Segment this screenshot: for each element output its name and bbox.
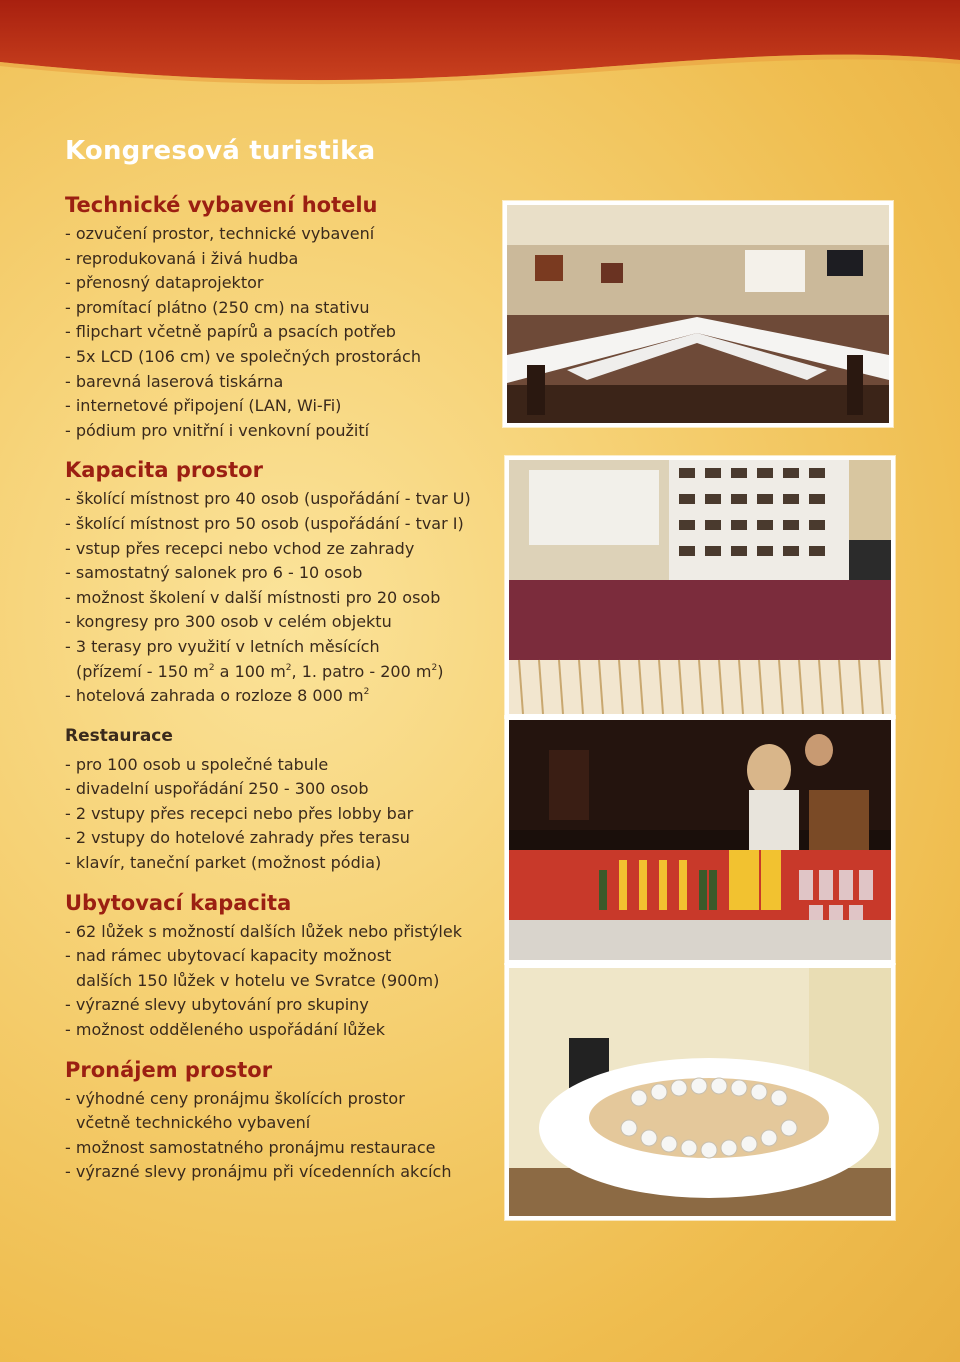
- list-item-continuation: dalších 150 lůžek v hotelu ve Svratce (900m): [76, 970, 440, 990]
- rental-heading: Pronájem prostor: [65, 1057, 273, 1082]
- list-item: - 62 lůžek s možností dalších lůžek nebo přistýlek: [65, 921, 462, 941]
- list-item: - barevná laserová tiskárna: [65, 371, 284, 391]
- top-decorative-band: [0, 0, 960, 86]
- list-item: - kongresy pro 300 osob v celém objektu: [65, 612, 392, 632]
- list-item: - internetové připojení (LAN, Wi-Fi): [65, 396, 342, 416]
- list-item: - 3 terasy pro využití v letních měsících: [65, 636, 380, 656]
- capacity-section: [65, 457, 505, 708]
- garden-size: - hotelová zahrada o rozloze 8 000 $m^2$: [65, 686, 370, 706]
- list-item: - možnost školení v další místnosti pro 20 osob: [65, 587, 441, 607]
- rental-section: [65, 1057, 505, 1185]
- list-item: - přenosný dataprojektor: [65, 273, 264, 293]
- coffee-break-photo: [505, 964, 895, 1220]
- list-item: - školící místnost pro 50 osob (uspořádání - tvar I): [65, 513, 464, 533]
- list-item: - pro 100 osob u společné tabule: [65, 754, 329, 774]
- restaurant-section: [65, 723, 505, 876]
- list-item: - výhodné ceny pronájmu školících prostor: [65, 1088, 405, 1108]
- technical-equipment-section: [65, 192, 505, 443]
- page-title: Kongresová turistika: [65, 136, 376, 166]
- list-item: - flipchart včetně papírů a psacích potřeb: [65, 322, 396, 342]
- list-item: - výrazné slevy ubytování pro skupiny: [65, 995, 369, 1015]
- list-item: - vstup přes recepci nebo vchod ze zahrady: [65, 538, 415, 558]
- list-item: - ozvučení prostor, technické vybavení: [65, 224, 375, 243]
- terrace-sizes: (přízemí - 150 $m^2$ a 100 $m^2$, 1. patro - 200 $m^2$): [76, 661, 444, 681]
- list-item: - klavír, taneční parket (možnost pódia): [65, 853, 382, 873]
- technical-equipment-heading: Technické vybavení hotelu: [65, 193, 378, 217]
- list-item: - promítací plátno (250 cm) na stativu: [65, 297, 370, 317]
- list-item: - možnost odděleného uspořádání lůžek: [65, 1020, 386, 1040]
- restaurant-heading: Restaurace: [65, 725, 173, 746]
- list-item: - možnost samostatného pronájmu restaurace: [65, 1137, 436, 1157]
- capacity-heading: Kapacita prostor: [65, 458, 263, 483]
- list-item: - nad rámec ubytovací kapacity možnost: [65, 946, 392, 966]
- main-content: [65, 136, 505, 1199]
- list-item: - 2 vstupy přes recepci nebo přes lobby bar: [65, 803, 414, 823]
- list-item-continuation: včetně technického vybavení: [76, 1113, 311, 1133]
- list-item: - samostatný salonek pro 6 - 10 osob: [65, 563, 363, 583]
- accommodation-heading: Ubytovací kapacita: [65, 890, 292, 915]
- conference-room-photo: [503, 201, 893, 427]
- list-item: - reprodukovaná i živá hudba: [65, 248, 299, 268]
- accommodation-section: [65, 890, 505, 1043]
- list-item: - pódium pro vnitřní i venkovní použití: [65, 420, 370, 440]
- list-item: - 5x LCD (106 cm) ve společných prostorách: [65, 346, 421, 366]
- list-item: - školící místnost pro 40 osob (uspořádání - tvar U): [65, 489, 471, 509]
- list-item: - výrazné slevy pronájmu při vícedenních akcích: [65, 1162, 452, 1182]
- training-room-photo: [505, 456, 895, 718]
- reception-photo: [505, 716, 895, 964]
- list-item: - divadelní uspořádání 250 - 300 osob: [65, 779, 369, 799]
- list-item: - 2 vstupy do hotelové zahrady přes terasu: [65, 828, 410, 848]
